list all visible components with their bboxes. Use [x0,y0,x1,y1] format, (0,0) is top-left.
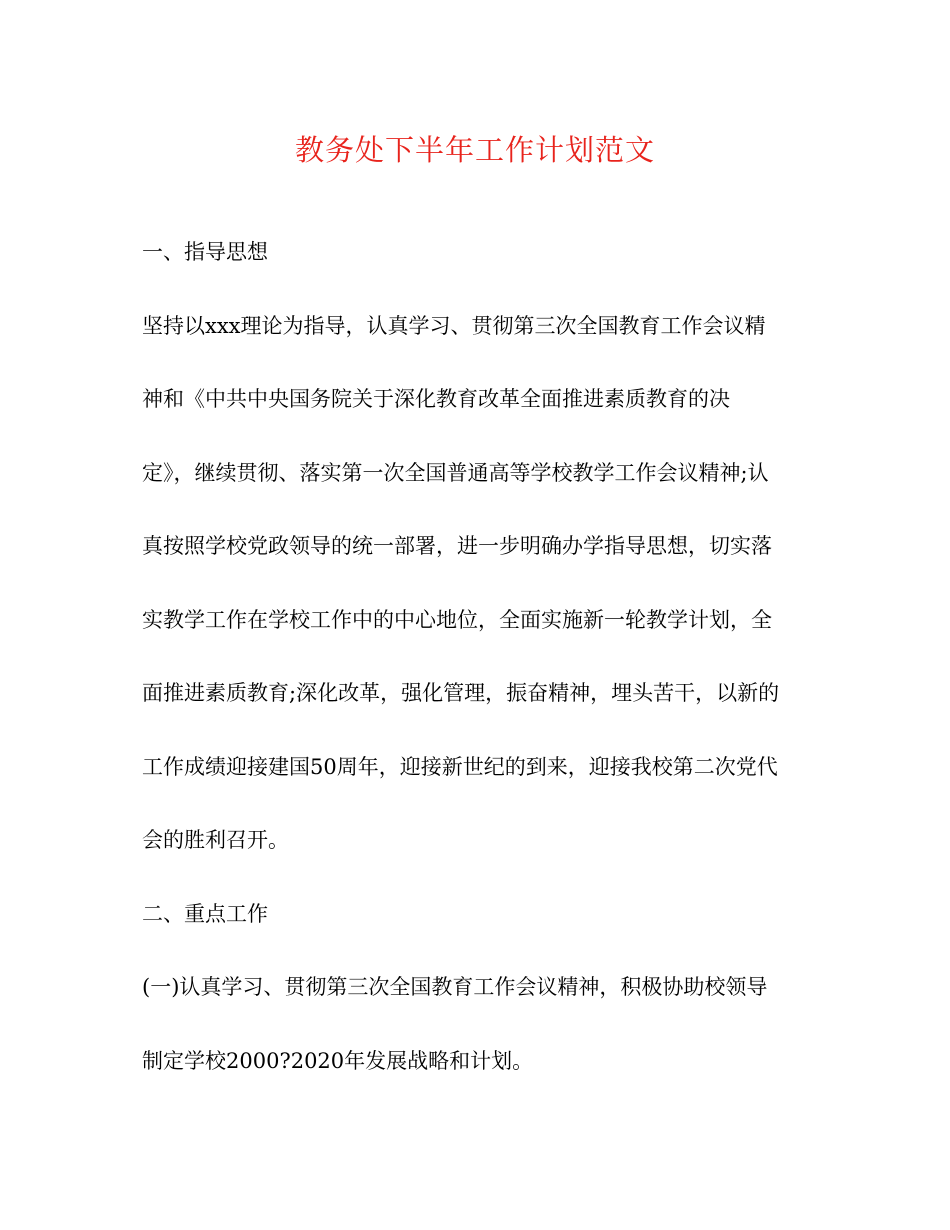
section-heading-key-work: 二、重点工作 [142,901,268,926]
paragraph-line: 定》，继续贯彻、落实第一次全国普通高等学校教学工作会议精神;认 [142,460,769,485]
paragraph-line: 制定学校2000?2020年发展战略和计划。 [142,1048,534,1073]
paragraph-line: 坚持以xxx理论为指导，认真学习、贯彻第三次全国教育工作会议精 [142,313,766,338]
paragraph-line: 工作成绩迎接建国50周年，迎接新世纪的到来，迎接我校第二次党代 [142,754,778,779]
paragraph-line: 会的胜利召开。 [142,828,289,852]
paragraph-line: (一)认真学习、贯彻第三次全国教育工作会议精神，积极协助校领导 [142,975,768,999]
section-heading-guiding-thought: 一、指导思想 [142,240,268,264]
paragraph-line: 神和《中共中央国务院关于深化教育改革全面推进素质教育的决 [142,387,730,411]
paragraph-line: 面推进素质教育;深化改革，强化管理，振奋精神，埋头苦干，以新的 [142,681,780,705]
document-body [142,216,812,1098]
paragraph-line: 实教学工作在学校工作中的中心地位，全面实施新一轮教学计划，全 [142,607,772,632]
paragraph-line: 真按照学校党政领导的统一部署，进一步明确办学指导思想，切实落 [142,534,772,558]
document-title: 教务处下半年工作计划范文 [294,133,655,167]
